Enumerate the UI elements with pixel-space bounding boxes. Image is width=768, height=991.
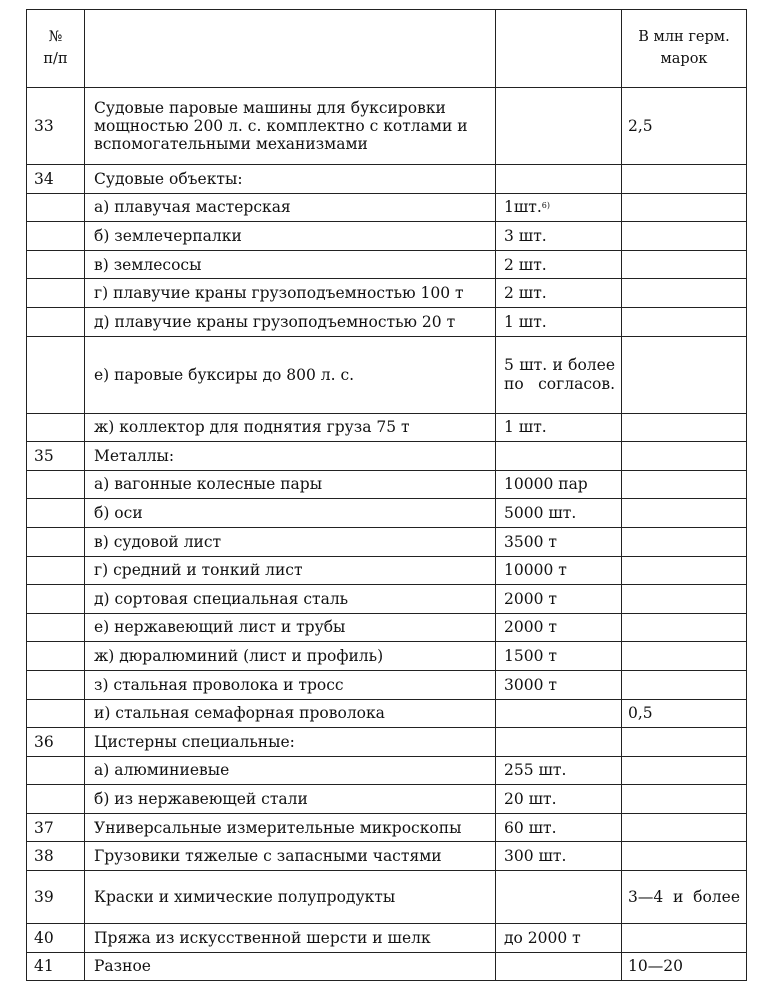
row-item-text: Цистерны специальные:: [94, 732, 295, 751]
row-quantity: [496, 699, 622, 728]
row-number-text: 38: [34, 847, 54, 866]
row-quantity-text: 1 шт.: [504, 418, 547, 437]
row-value: [622, 88, 747, 165]
table-row: [27, 756, 747, 785]
row-quantity: [496, 670, 622, 699]
row-value: [622, 279, 747, 308]
row-item: [85, 585, 496, 614]
row-value: [622, 871, 747, 924]
row-quantity-text: 2 шт.: [504, 284, 547, 303]
row-quantity: [496, 499, 622, 528]
row-quantity-text: 3 шт.: [504, 226, 547, 245]
row-item: [85, 442, 496, 471]
row-quantity-text: 2000 т: [504, 589, 557, 608]
row-quantity: [496, 756, 622, 785]
row-item-text: е) нержавеющий лист и трубы: [94, 618, 346, 637]
row-value: [622, 470, 747, 499]
row-item: [85, 336, 496, 413]
row-item-text: и) стальная семафорная проволока: [94, 704, 385, 723]
row-value: [622, 527, 747, 556]
row-value-text: 10—20: [628, 957, 683, 976]
row-quantity: [496, 442, 622, 471]
row-item-text: з) стальная проволока и тросс: [94, 675, 344, 694]
row-quantity-text: 3000 т: [504, 675, 557, 694]
table-row: [27, 165, 747, 194]
row-item: [85, 670, 496, 699]
row-quantity-text: 255 шт.: [504, 761, 567, 780]
row-number: [27, 336, 85, 413]
row-number: [27, 413, 85, 442]
table-row: [27, 642, 747, 671]
row-number-text: 33: [34, 116, 54, 135]
row-value: [622, 613, 747, 642]
row-quantity: [496, 642, 622, 671]
row-item: [85, 470, 496, 499]
row-number: [27, 756, 85, 785]
row-item: [85, 642, 496, 671]
table-row: [27, 413, 747, 442]
row-item-text: б) из нержавеющей стали: [94, 790, 308, 809]
row-quantity-text: 2 шт.: [504, 255, 547, 274]
row-number: [27, 499, 85, 528]
table-row: [27, 527, 747, 556]
row-quantity-text: 1шт.: [504, 198, 542, 217]
row-item-text: е) паровые буксиры до 800 л. с.: [94, 365, 355, 384]
row-number: [27, 556, 85, 585]
row-number: [27, 88, 85, 165]
row-number: [27, 442, 85, 471]
row-item: [85, 924, 496, 953]
row-item-text: д) сортовая специальная сталь: [94, 589, 349, 608]
row-item-text: Пряжа из искусственной шерсти и шелк: [94, 928, 431, 947]
row-quantity: [496, 336, 622, 413]
row-quantity: [496, 222, 622, 251]
row-item: [85, 499, 496, 528]
table-row: [27, 307, 747, 336]
row-item: [85, 279, 496, 308]
header-num: № п/п: [27, 10, 85, 88]
row-value: [622, 728, 747, 757]
row-value: [622, 499, 747, 528]
row-number: [27, 728, 85, 757]
row-item: [85, 728, 496, 757]
table-row: [27, 670, 747, 699]
row-number: [27, 470, 85, 499]
row-item-text: б) оси: [94, 504, 143, 523]
row-value: [622, 193, 747, 222]
row-number: [27, 952, 85, 981]
row-number: [27, 585, 85, 614]
row-item: [85, 307, 496, 336]
row-item: [85, 165, 496, 194]
row-item-text: Универсальные измерительные микроскопы: [94, 818, 462, 837]
table-row: [27, 336, 747, 413]
row-quantity-text: 2000 т: [504, 618, 557, 637]
row-quantity: [496, 250, 622, 279]
row-quantity-text: 300 шт.: [504, 847, 567, 866]
row-item: [85, 785, 496, 814]
row-item-text: Судовые паровые машины для буксировки мощностью 200 л. с. комплектно с котлами и вспомогательными механизмами: [94, 98, 468, 154]
row-value: [622, 307, 747, 336]
row-quantity-text: 5000 шт.: [504, 504, 577, 523]
row-number: [27, 785, 85, 814]
row-quantity: [496, 728, 622, 757]
row-number-text: 41: [34, 957, 54, 976]
row-value: [622, 842, 747, 871]
table-header-row: [27, 10, 747, 88]
row-quantity-text: 60 шт.: [504, 818, 557, 837]
row-number-text: 37: [34, 818, 54, 837]
row-item: [85, 699, 496, 728]
row-quantity: [496, 165, 622, 194]
row-item-text: ж) коллектор для поднятия груза 75 т: [94, 418, 410, 437]
row-quantity-text: 1 шт.: [504, 312, 547, 331]
row-quantity: [496, 871, 622, 924]
row-item-text: а) вагонные колесные пары: [94, 475, 323, 494]
footnote-mark: 6): [541, 201, 550, 211]
table-row: [27, 924, 747, 953]
table-row: [27, 813, 747, 842]
row-number-text: 39: [34, 888, 54, 906]
row-item-text: а) плавучая мастерская: [94, 198, 291, 217]
table-row: [27, 613, 747, 642]
row-item: [85, 842, 496, 871]
row-value: [622, 250, 747, 279]
row-quantity: [496, 88, 622, 165]
table-row: [27, 222, 747, 251]
row-value: [622, 670, 747, 699]
row-number: [27, 193, 85, 222]
row-value: [622, 699, 747, 728]
row-item: [85, 413, 496, 442]
row-item-text: б) землечерпалки: [94, 226, 242, 245]
row-number: [27, 613, 85, 642]
row-number: [27, 527, 85, 556]
table-body: [27, 10, 747, 981]
row-value: [622, 585, 747, 614]
row-item: [85, 222, 496, 251]
row-value: [622, 556, 747, 585]
row-item-text: в) судовой лист: [94, 532, 222, 551]
goods-table: [26, 9, 747, 981]
row-quantity: [496, 279, 622, 308]
row-item: [85, 250, 496, 279]
row-quantity: [496, 785, 622, 814]
row-item: [85, 813, 496, 842]
row-quantity: [496, 952, 622, 981]
row-item-text: Грузовики тяжелые с запасными частями: [94, 847, 442, 866]
row-number: [27, 871, 85, 924]
row-item: [85, 527, 496, 556]
row-number: [27, 924, 85, 953]
row-number: [27, 165, 85, 194]
row-value: [622, 336, 747, 413]
table-row: [27, 470, 747, 499]
row-number-text: 35: [34, 446, 54, 465]
table-row: [27, 499, 747, 528]
row-quantity: [496, 470, 622, 499]
row-number: [27, 279, 85, 308]
row-item-text: Судовые объекты:: [94, 169, 243, 188]
row-item: [85, 88, 496, 165]
row-item: [85, 556, 496, 585]
table-row: [27, 728, 747, 757]
table-row: [27, 585, 747, 614]
row-value-text: 2,5: [628, 116, 653, 135]
row-quantity-text: до 2000 т: [504, 928, 581, 947]
table-row: [27, 279, 747, 308]
table-row: [27, 785, 747, 814]
header-item: [85, 10, 496, 88]
row-item-text: Разное: [94, 957, 151, 976]
row-quantity-text: 5 шт. и более по согласов.: [504, 356, 615, 393]
row-item: [85, 871, 496, 924]
table-row: [27, 88, 747, 165]
table-row: [27, 952, 747, 981]
row-number: [27, 699, 85, 728]
row-quantity: [496, 813, 622, 842]
row-value: [622, 785, 747, 814]
row-item: [85, 952, 496, 981]
row-quantity: [496, 842, 622, 871]
row-quantity: [496, 413, 622, 442]
row-value-text: 3—4 и более: [628, 888, 740, 906]
row-item-text: ж) дюралюминий (лист и профиль): [94, 647, 384, 666]
row-value: [622, 952, 747, 981]
row-item-text: г) средний и тонкий лист: [94, 561, 303, 580]
table-row: [27, 556, 747, 585]
row-number-text: 34: [34, 169, 54, 188]
row-value: [622, 924, 747, 953]
row-number: [27, 670, 85, 699]
row-quantity: [496, 307, 622, 336]
row-value: [622, 413, 747, 442]
row-item-text: в) землесосы: [94, 255, 202, 274]
header-qty: [496, 10, 622, 88]
row-quantity-text: 1500 т: [504, 647, 557, 666]
row-number-text: 40: [34, 928, 54, 947]
row-value: [622, 165, 747, 194]
table-row: [27, 250, 747, 279]
table-row: [27, 871, 747, 924]
row-quantity-text: 3500 т: [504, 532, 557, 551]
row-number: [27, 250, 85, 279]
table-row: [27, 193, 747, 222]
row-number: [27, 642, 85, 671]
header-value: В млн герм. марок: [622, 10, 747, 88]
row-item-text: а) алюминиевые: [94, 761, 230, 780]
row-item: [85, 193, 496, 222]
row-item: [85, 756, 496, 785]
row-quantity-text: 10000 пар: [504, 475, 588, 494]
row-quantity: [496, 193, 622, 222]
row-quantity-text: 20 шт.: [504, 790, 557, 809]
table-row: [27, 842, 747, 871]
row-value: [622, 222, 747, 251]
row-value: [622, 442, 747, 471]
row-number: [27, 842, 85, 871]
row-quantity: [496, 613, 622, 642]
row-quantity: [496, 527, 622, 556]
table-row: [27, 699, 747, 728]
row-number: [27, 222, 85, 251]
row-quantity: [496, 585, 622, 614]
row-item-text: Металлы:: [94, 446, 175, 465]
row-number: [27, 307, 85, 336]
row-item-text: д) плавучие краны грузоподъемностью 20 т: [94, 312, 456, 331]
row-item: [85, 613, 496, 642]
row-quantity-text: 10000 т: [504, 561, 567, 580]
row-value: [622, 813, 747, 842]
row-item-text: Краски и химические полупродукты: [94, 888, 396, 906]
row-value: [622, 756, 747, 785]
row-quantity: [496, 556, 622, 585]
row-item-text: г) плавучие краны грузоподъемностью 100 т: [94, 284, 464, 303]
row-number-text: 36: [34, 732, 54, 751]
table-row: [27, 442, 747, 471]
row-number: [27, 813, 85, 842]
row-quantity: [496, 924, 622, 953]
row-value: [622, 642, 747, 671]
row-value-text: 0,5: [628, 704, 653, 723]
